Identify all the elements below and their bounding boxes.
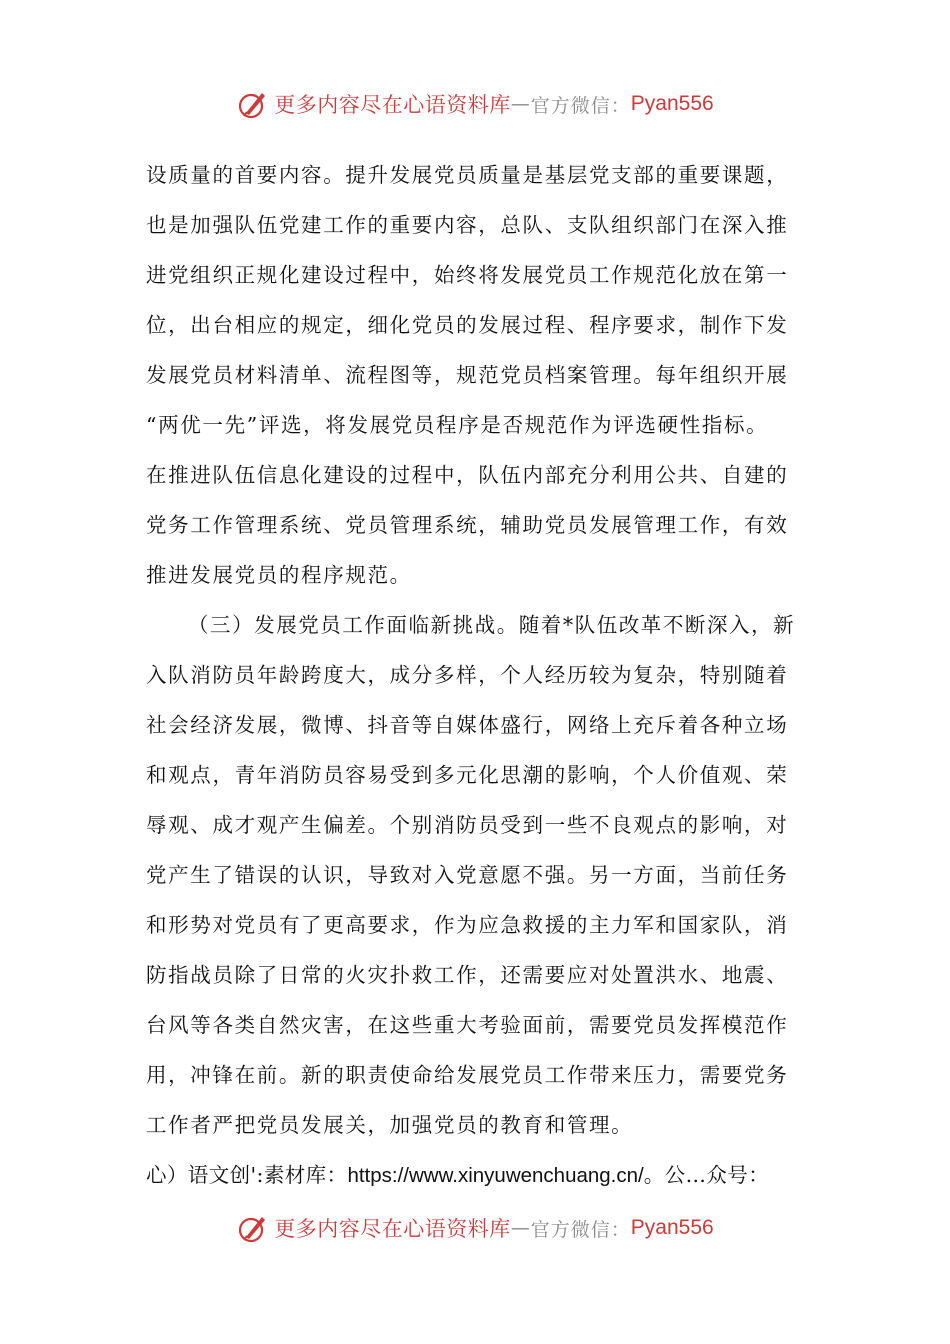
section-heading-line: （三）发展党员工作面临新挑战。随着*队伍改革不断深入，新 <box>188 613 796 637</box>
text-line: 党务工作管理系统、党员管理系统，辅助党员发展管理工作，有效 <box>146 513 789 537</box>
official-wechat-label: 官方微信： <box>530 1218 631 1241</box>
official-wechat-label: 官方微信： <box>530 94 631 117</box>
text-line: 进党组织正规化建设过程中，始终将发展党员工作规范化放在第一 <box>146 263 789 287</box>
footer-banner <box>0 1208 950 1248</box>
source-line <box>146 1150 806 1200</box>
text-line: 推进发展党员的程序规范。 <box>146 563 412 587</box>
brand-text: 更多内容尽在心语资料库 <box>274 1217 511 1241</box>
text-line: 和形势对党员有了更高要求，作为应急救援的主力军和国家队，消 <box>146 913 789 937</box>
text-line: 位，出台相应的规定，细化党员的发展过程、程序要求，制作下发 <box>146 313 789 337</box>
source-url-link[interactable]: https://www.xinyuwenchuang.cn/ <box>347 1164 644 1187</box>
text-line: 设质量的首要内容。提升发展党员质量是基层党支部的重要课题， <box>146 163 789 187</box>
text-line: 辱观、成才观产生偏差。个别消防员受到一些不良观点的影响，对 <box>146 813 789 837</box>
wechat-id: Pyan556 <box>630 92 714 115</box>
wechat-id: Pyan556 <box>630 1216 714 1239</box>
text-line: 用，冲锋在前。新的职责使命给发展党员工作带来压力，需要党务 <box>146 1063 789 1087</box>
text-line: “两优一先”评选，将发展党员程序是否规范作为评选硬性指标。 <box>146 413 769 437</box>
banner-separator: — <box>510 1217 531 1239</box>
text-line: 发展党员材料清单、流程图等，规范党员档案管理。每年组织开展 <box>146 363 789 387</box>
source-suffix: 。公…众号： <box>643 1163 770 1187</box>
text-line: 防指战员除了日常的火灾扑救工作，还需要应对处置洪水、地震、 <box>146 963 789 987</box>
text-line: 也是加强队伍党建工作的重要内容，总队、支队组织部门在深入推 <box>146 213 789 237</box>
header-banner <box>0 84 950 124</box>
text-line: 在推进队伍信息化建设的过程中，队伍内部充分利用公共、自建的 <box>146 463 789 487</box>
text-line: 党产生了错误的认识，导致对入党意愿不强。另一方面，当前任务 <box>146 863 789 887</box>
source-prefix: 心）语文创':素材库： <box>146 1163 348 1187</box>
text-line: 台风等各类自然灾害，在这些重大考验面前，需要党员发挥模范作 <box>146 1013 789 1037</box>
banner-separator: — <box>510 93 531 115</box>
quill-pen-logo-icon <box>236 87 270 121</box>
text-line: 工作者严把党员发展关，加强党员的教育和管理。 <box>146 1113 634 1137</box>
text-line: 和观点，青年消防员容易受到多元化思潮的影响，个人价值观、荣 <box>146 763 789 787</box>
document-body <box>146 150 806 1200</box>
text-line: 入队消防员年龄跨度大，成分多样，个人经历较为复杂，特别随着 <box>146 663 789 687</box>
quill-pen-logo-icon <box>236 1211 270 1245</box>
text-line: 社会经济发展，微博、抖音等自媒体盛行，网络上充斥着各种立场 <box>146 713 789 737</box>
brand-text: 更多内容尽在心语资料库 <box>274 93 511 117</box>
